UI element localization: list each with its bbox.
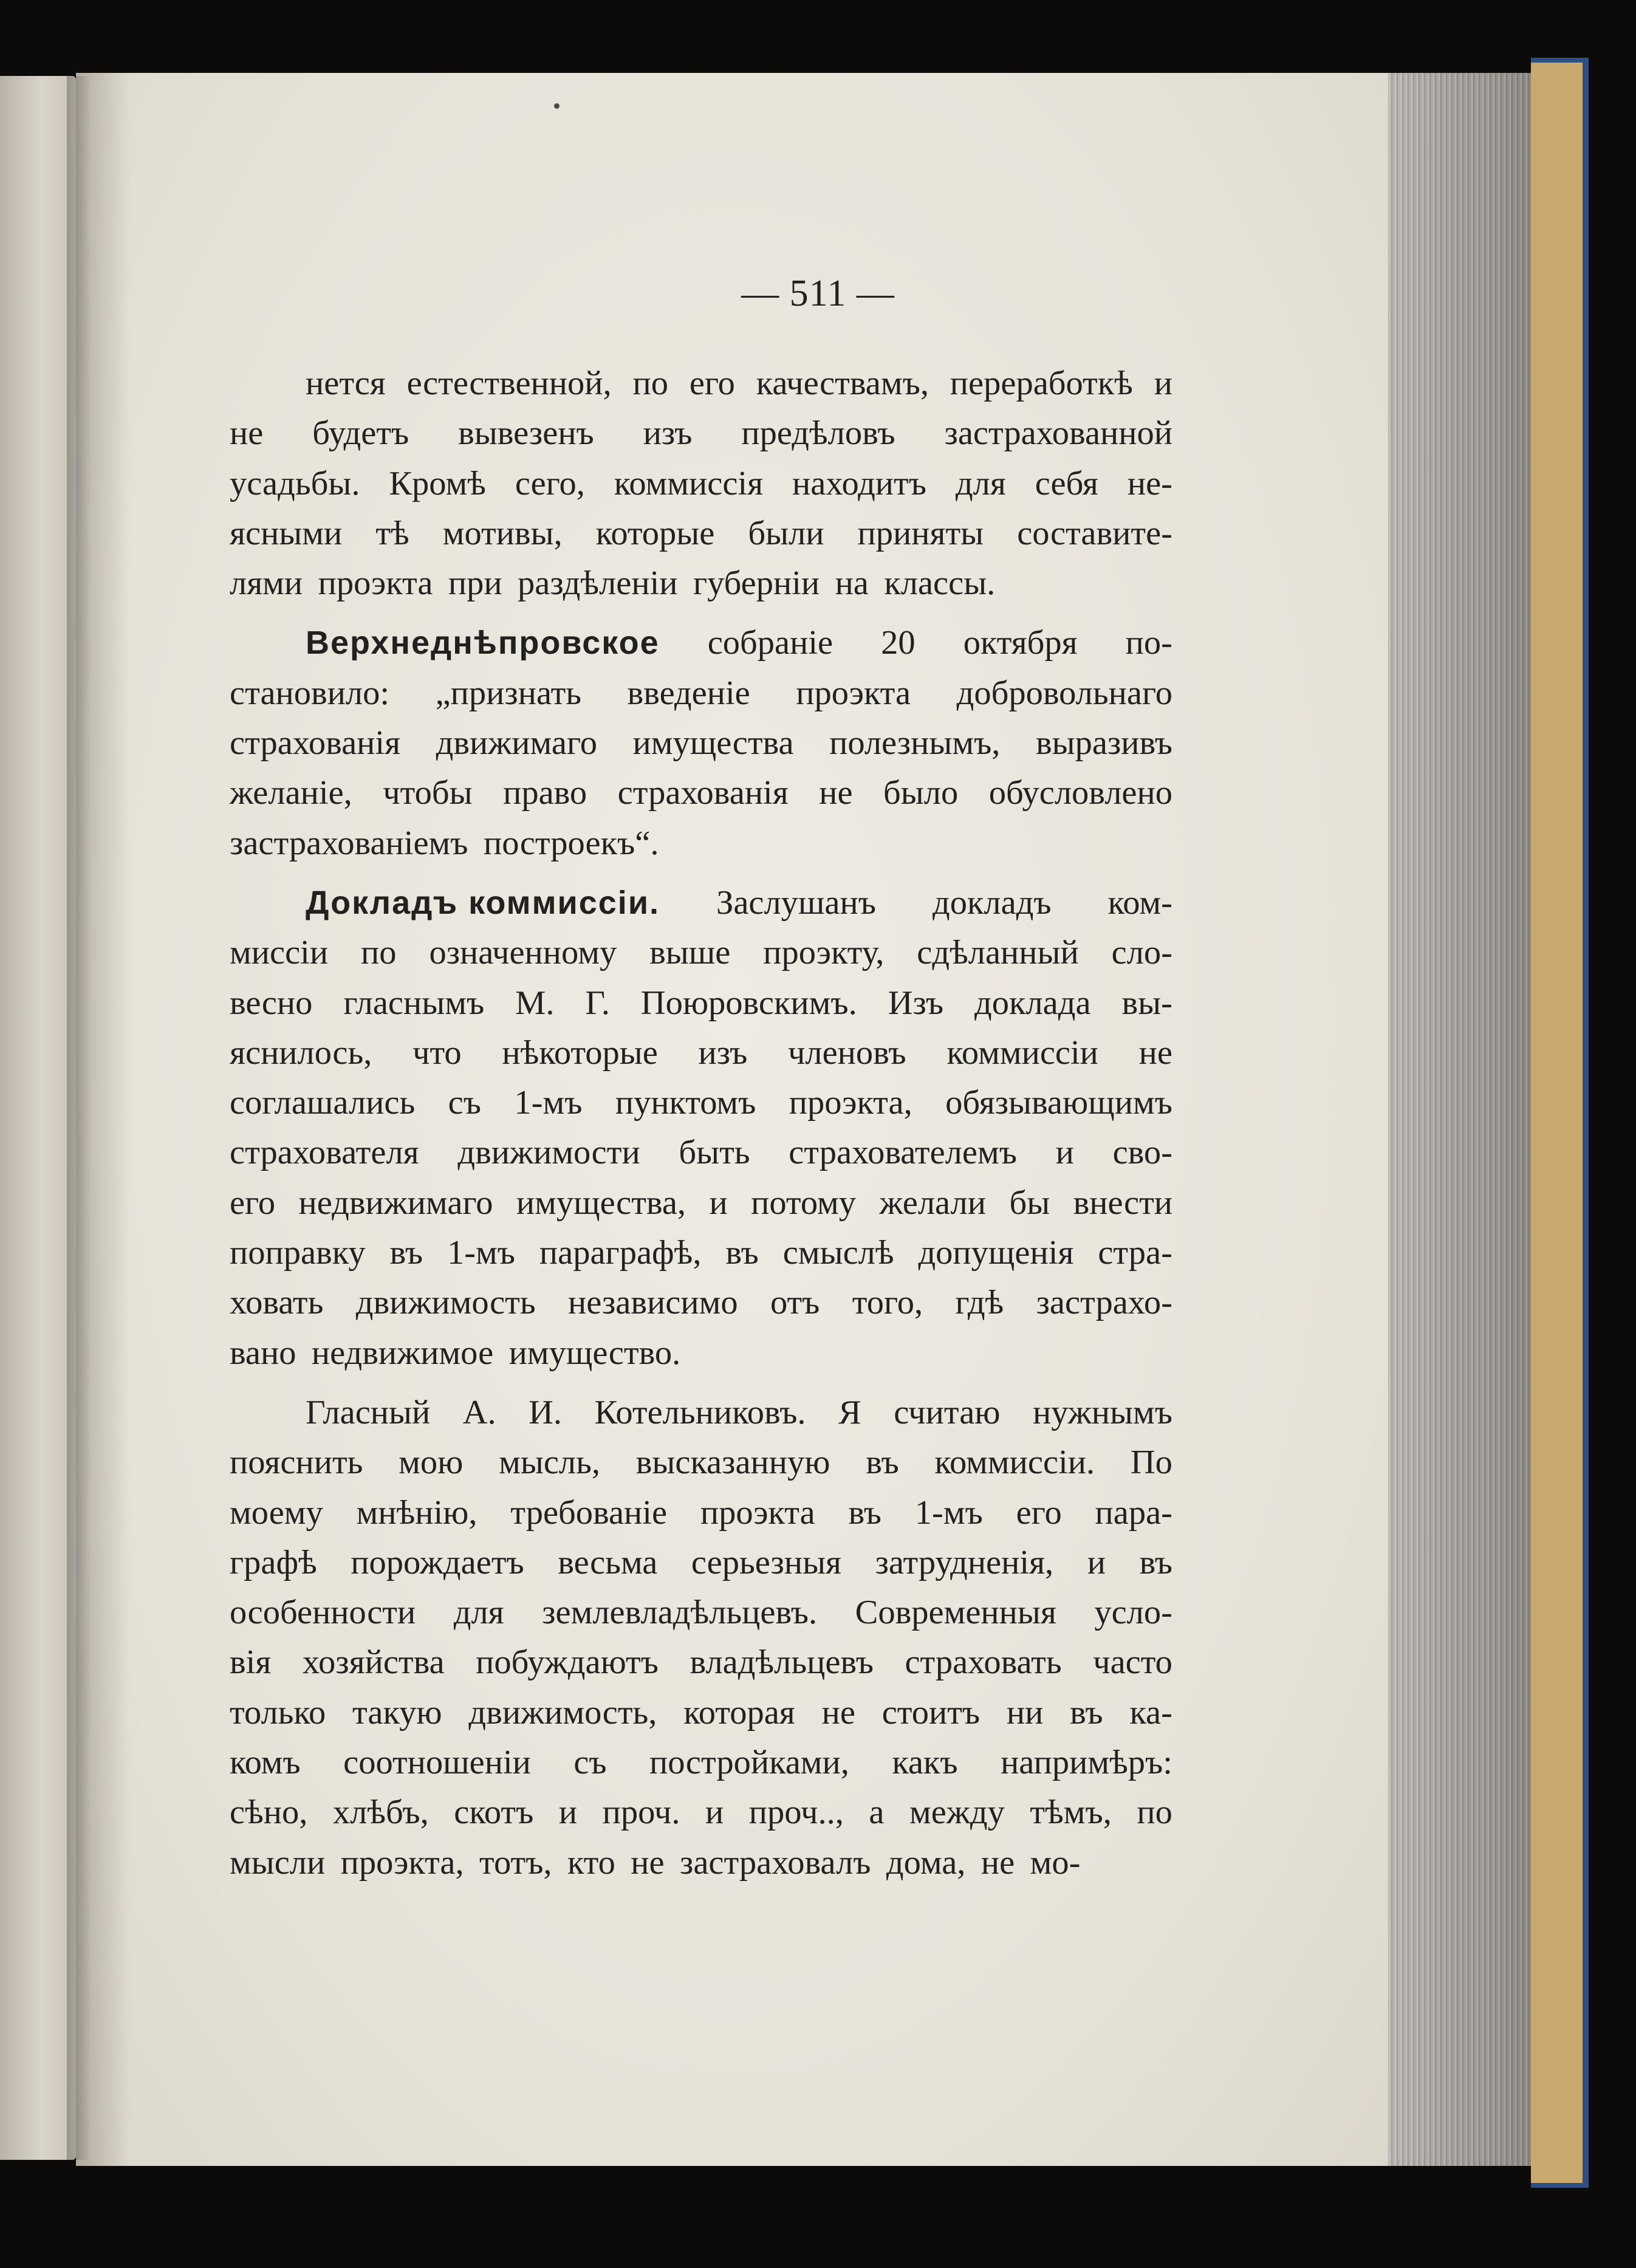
word: побуждаютъ <box>476 1643 659 1682</box>
word: при <box>448 564 502 603</box>
word: Я <box>838 1393 861 1431</box>
word: А. <box>462 1393 496 1431</box>
word: требованіе <box>510 1493 668 1532</box>
word: не- <box>1127 464 1172 502</box>
word: порождаетъ <box>351 1543 524 1581</box>
word: постройками, <box>649 1744 849 1782</box>
paragraph <box>230 878 1172 1378</box>
word: весно <box>230 984 313 1022</box>
word: страхованія <box>617 774 789 812</box>
word: страховать <box>905 1643 1062 1682</box>
word: страхователемъ <box>789 1134 1017 1172</box>
word: поправку <box>230 1234 366 1272</box>
text-line <box>230 818 1172 868</box>
word: движимости <box>457 1134 640 1172</box>
page-stack-shade <box>1388 73 1546 2166</box>
text-line <box>230 618 1172 668</box>
word: вывезенъ <box>458 414 594 453</box>
word: ка- <box>1129 1693 1172 1732</box>
word: какъ <box>892 1744 958 1782</box>
text-line <box>230 1228 1172 1278</box>
word: комъ <box>230 1744 301 1782</box>
word: соотношеніи <box>343 1744 531 1782</box>
word: ни <box>1006 1693 1044 1732</box>
word: сего, <box>515 464 585 502</box>
word: По <box>1130 1444 1172 1482</box>
word: въ <box>866 1444 899 1482</box>
word: вія <box>230 1643 272 1682</box>
word: 20 <box>881 624 916 662</box>
word: въ <box>1139 1543 1172 1581</box>
text-line <box>230 1787 1172 1837</box>
word: движимаго <box>436 724 598 762</box>
text-line <box>230 358 1172 408</box>
word: полезнымъ, <box>829 724 1001 762</box>
word: находитъ <box>792 464 926 502</box>
word: право <box>503 774 587 812</box>
word: построекъ“. <box>483 824 659 862</box>
word: часто <box>1093 1643 1172 1682</box>
speck <box>554 103 560 109</box>
word: приняты <box>857 514 984 552</box>
word: скотъ <box>454 1794 534 1832</box>
word: желаніе, <box>230 774 352 812</box>
word: для <box>955 464 1006 502</box>
word: миссіи <box>230 934 329 972</box>
word: стра- <box>1098 1234 1172 1272</box>
word: въ <box>389 1234 423 1272</box>
text-line <box>230 1588 1172 1637</box>
word: губерніи <box>693 564 820 603</box>
word: обусловлено <box>988 774 1172 812</box>
word: переработкѣ <box>950 365 1133 402</box>
word: застрахованной <box>944 414 1172 453</box>
word: Кромѣ <box>389 464 486 502</box>
word: недвижимое <box>311 1334 494 1372</box>
word: Котельниковъ. <box>594 1393 806 1431</box>
word: проэкта, <box>340 1843 464 1882</box>
word: которая <box>683 1693 795 1732</box>
text-line <box>230 928 1172 978</box>
word: коммиссія <box>614 464 764 502</box>
word: не <box>230 414 264 453</box>
word: что <box>412 1033 462 1072</box>
word: Изъ <box>888 984 944 1022</box>
word: сдѣланный <box>917 934 1079 972</box>
word: хлѣбъ, <box>332 1794 429 1832</box>
word: мотивы, <box>442 514 563 552</box>
word: въ <box>1070 1693 1103 1732</box>
word: смыслѣ <box>782 1234 894 1272</box>
section-heading: Докладъ коммиссіи. <box>306 884 660 921</box>
text-line <box>230 1078 1172 1128</box>
word: между <box>909 1794 1005 1832</box>
word: такую <box>352 1693 442 1732</box>
word: выше <box>649 934 731 972</box>
text-line <box>230 1128 1172 1177</box>
word: гдѣ <box>955 1284 1004 1322</box>
previous-page-edge <box>0 76 76 2160</box>
book-cover <box>1531 58 1589 2188</box>
word: не <box>819 774 853 812</box>
word: желали <box>879 1184 987 1222</box>
word: тѣмъ, <box>1030 1794 1112 1832</box>
word: внести <box>1073 1184 1172 1222</box>
word: съ <box>448 1084 481 1122</box>
word: усло- <box>1094 1594 1172 1632</box>
paragraph <box>230 1388 1172 1888</box>
text-line <box>230 1328 1172 1378</box>
word: 1-мъ <box>914 1493 983 1532</box>
word: качествамъ, <box>756 365 929 402</box>
word: проэкта <box>700 1493 815 1532</box>
word: мнѣнію, <box>356 1493 477 1532</box>
text-line <box>230 718 1172 768</box>
section-heading: Верхнеднѣпровское <box>306 625 660 662</box>
word: допущенія <box>918 1234 1074 1272</box>
text-line <box>230 1278 1172 1328</box>
word: становило: <box>230 674 390 712</box>
word: Заслушанъ <box>716 883 876 922</box>
word: на <box>835 564 869 603</box>
word: его <box>1016 1493 1062 1532</box>
paragraph <box>230 618 1172 868</box>
text-line <box>230 459 1172 509</box>
word: будетъ <box>312 414 409 453</box>
word: независимо <box>567 1284 738 1322</box>
text-line <box>230 668 1172 718</box>
word: мысли <box>230 1843 326 1882</box>
word: проч.., <box>748 1794 844 1832</box>
word: были <box>748 514 824 552</box>
word: въ <box>848 1493 881 1532</box>
text-line <box>230 878 1172 928</box>
word: стоитъ <box>881 1693 981 1732</box>
word: сѣно, <box>230 1794 308 1832</box>
word: весьма <box>558 1543 658 1581</box>
word: проэкта <box>796 674 911 712</box>
word: бы <box>1009 1184 1050 1222</box>
word: серьезныя <box>691 1543 842 1581</box>
word: нѣкоторые <box>502 1033 658 1072</box>
word: ясными <box>230 514 343 552</box>
word: гласнымъ <box>343 984 485 1022</box>
word: изъ <box>698 1033 748 1072</box>
word: Поюровскимъ. <box>640 984 857 1022</box>
word: мысль, <box>499 1444 600 1482</box>
text-line <box>230 1637 1172 1687</box>
text-line <box>230 1178 1172 1228</box>
word: застрахо- <box>1036 1284 1172 1322</box>
word: коммиссіи <box>946 1033 1098 1072</box>
word: сво- <box>1112 1134 1172 1172</box>
word: ком- <box>1107 883 1172 922</box>
word: чтобы <box>383 774 473 812</box>
word: раздѣленіи <box>518 564 678 603</box>
word: вы- <box>1121 984 1172 1022</box>
word: и <box>709 1184 728 1222</box>
word: проэкту, <box>763 934 885 972</box>
word: проэкта, <box>789 1084 912 1122</box>
word: которые <box>595 514 715 552</box>
word: землевладѣльцевъ. <box>542 1594 818 1632</box>
text-line <box>230 558 1172 608</box>
word: Современныя <box>855 1594 1056 1632</box>
word: И. <box>529 1393 563 1431</box>
word: лями <box>230 564 303 603</box>
word: введеніе <box>627 674 750 712</box>
word: тѣ <box>375 514 409 552</box>
word: добровольнаго <box>956 674 1172 712</box>
text-line <box>230 1738 1172 1787</box>
word: составите- <box>1017 514 1172 552</box>
word: пояснить <box>230 1444 363 1482</box>
word: „признать <box>435 674 582 712</box>
word: по <box>1137 1794 1172 1832</box>
word: того, <box>852 1284 923 1322</box>
word: тотъ, <box>479 1843 552 1882</box>
word: его <box>689 365 735 402</box>
word: особенности <box>230 1594 416 1632</box>
word: октября <box>963 624 1078 662</box>
word: мою <box>399 1444 464 1482</box>
word: 1-мъ <box>514 1084 583 1122</box>
word: обязывающимъ <box>945 1084 1172 1122</box>
word: ховать <box>230 1284 324 1322</box>
word: не <box>1138 1033 1172 1072</box>
text-line <box>230 1838 1172 1888</box>
page-edge-shadow <box>67 76 91 2160</box>
word: не <box>981 1843 1015 1882</box>
word: Гласный <box>306 1393 431 1431</box>
text-line <box>230 1028 1172 1078</box>
word: быть <box>679 1134 750 1172</box>
word: движимость <box>355 1284 536 1322</box>
word: не <box>821 1693 855 1732</box>
word: нужнымъ <box>1032 1393 1172 1431</box>
word: страхователя <box>230 1134 419 1172</box>
paragraph <box>230 358 1172 608</box>
word: для <box>453 1594 504 1632</box>
text-line <box>230 978 1172 1028</box>
word: коммиссіи. <box>934 1444 1095 1482</box>
word: и <box>1087 1543 1106 1581</box>
word: проэкта <box>318 564 433 603</box>
word: означенному <box>429 934 617 972</box>
text-line <box>230 1488 1172 1538</box>
word: не <box>631 1843 665 1882</box>
word: недвижимаго <box>298 1184 493 1222</box>
word: М. <box>515 984 555 1022</box>
word: 1-мъ <box>447 1234 515 1272</box>
word: и <box>1154 365 1172 402</box>
word: потому <box>751 1184 857 1222</box>
word: считаю <box>894 1393 1001 1431</box>
word: имущества, <box>516 1184 686 1222</box>
word: застрахованіемъ <box>230 824 468 862</box>
word: предѣловъ <box>741 414 895 453</box>
word: мо- <box>1030 1843 1081 1882</box>
word: графѣ <box>230 1543 317 1581</box>
page-number: — 511 — <box>741 273 895 314</box>
paragraph-gap <box>230 868 1172 878</box>
word: кто <box>567 1843 615 1882</box>
word: было <box>883 774 959 812</box>
word: владѣльцевъ <box>690 1643 874 1682</box>
word: соглашались <box>230 1084 416 1122</box>
text-line <box>230 1538 1172 1588</box>
text-line <box>230 1688 1172 1738</box>
word: пара- <box>1095 1493 1172 1532</box>
word: сло- <box>1111 934 1172 972</box>
word: а <box>869 1794 885 1832</box>
word: себя <box>1035 464 1098 502</box>
word: моему <box>230 1493 323 1532</box>
word: докладъ <box>932 883 1052 922</box>
word: естественной, <box>406 365 612 402</box>
word: имущества <box>632 724 794 762</box>
word: съ <box>573 1744 607 1782</box>
word: нется <box>306 365 386 402</box>
word: классы. <box>884 564 996 603</box>
text-line <box>230 768 1172 818</box>
word: пунктомъ <box>615 1084 756 1122</box>
word: и <box>1055 1134 1074 1172</box>
text-line <box>230 509 1172 558</box>
word: высказанную <box>635 1444 830 1482</box>
word: собраніе <box>707 624 833 662</box>
word: хозяйства <box>302 1643 445 1682</box>
text-line <box>230 1388 1172 1437</box>
word: отъ <box>770 1284 820 1322</box>
text-line <box>230 408 1172 458</box>
text-line <box>230 1437 1172 1487</box>
word: проч. <box>602 1794 680 1832</box>
paragraph-gap <box>230 1378 1172 1388</box>
word: затрудненія, <box>875 1543 1054 1581</box>
word: по <box>361 934 397 972</box>
word: движимость, <box>468 1693 657 1732</box>
word: и <box>705 1794 724 1832</box>
text-block <box>230 358 1172 1888</box>
word: въ <box>725 1234 759 1272</box>
word: параграфѣ, <box>539 1234 702 1272</box>
word: его <box>230 1184 276 1222</box>
word: выразивъ <box>1035 724 1172 762</box>
word: страхованія <box>230 724 401 762</box>
word: изъ <box>643 414 693 453</box>
word: членовъ <box>787 1033 906 1072</box>
word: только <box>230 1693 326 1732</box>
word: вано <box>230 1334 296 1372</box>
word: по- <box>1125 624 1172 662</box>
word: напримѣръ: <box>1001 1744 1172 1782</box>
word: Г. <box>585 984 610 1022</box>
word: дома, <box>886 1843 966 1882</box>
paragraph-gap <box>230 608 1172 618</box>
word: доклада <box>974 984 1091 1022</box>
word: яснилось, <box>230 1033 372 1072</box>
word: и <box>558 1794 578 1832</box>
word: имущество. <box>508 1334 681 1372</box>
word: застраховалъ <box>680 1843 871 1882</box>
word: по <box>632 365 668 402</box>
word: усадьбы. <box>230 464 360 502</box>
